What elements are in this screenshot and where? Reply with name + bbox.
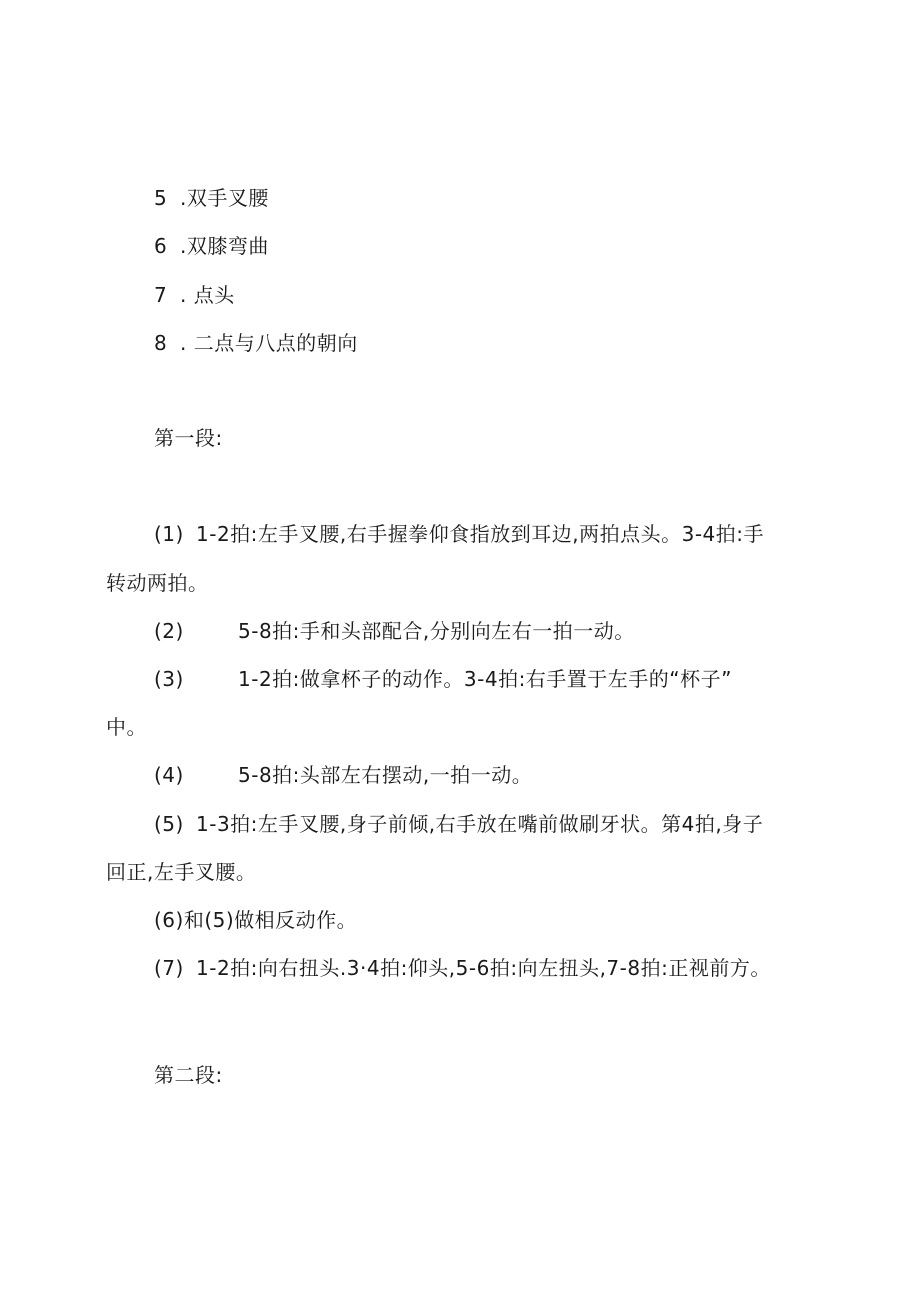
step-number: (2) xyxy=(154,619,184,643)
list-item-number: 7 xyxy=(154,283,168,307)
list-item xyxy=(154,329,358,357)
list-item xyxy=(154,184,269,212)
step-item xyxy=(154,906,357,934)
step-text: (6)和(5)做相反动作。 xyxy=(154,908,358,932)
list-item-number: 8 xyxy=(154,331,168,355)
step-text: 1-3拍:左手叉腰,身子前倾,右手放在嘴前做刷牙状。第4拍,身子 xyxy=(196,812,764,836)
list-item-text: . 点头 xyxy=(180,283,235,307)
step-text: 5-8拍:头部左右摆动,一拍一动。 xyxy=(238,763,533,787)
list-item-text: . 二点与八点的朝向 xyxy=(180,331,358,355)
list-item xyxy=(154,232,269,260)
step-continuation: 转动两拍。 xyxy=(106,571,209,595)
step-item xyxy=(154,810,763,838)
step-continuation: 回正,左手叉腰。 xyxy=(106,860,257,884)
step-continuation: 中。 xyxy=(106,715,147,739)
step-text: 5-8拍:手和头部配合,分别向左右一拍一动。 xyxy=(238,619,635,643)
section-heading-1: 第一段: xyxy=(154,426,223,450)
step-text: 1-2拍:向右扭头.3·4拍:仰头,5-6拍:向左扭头,7-8拍:正视前方。 xyxy=(196,956,771,980)
step-number: (4) xyxy=(154,763,184,787)
step-number: (3) xyxy=(154,667,184,691)
step-item xyxy=(154,520,764,548)
step-text: 1-2拍:左手叉腰,右手握拳仰食指放到耳边,两拍点头。3-4拍:手 xyxy=(196,522,765,546)
step-number: (7) xyxy=(154,956,184,980)
step-item xyxy=(154,665,732,693)
step-text: 1-2拍:做拿杯子的动作。3-4拍:右手置于左手的“杯子” xyxy=(238,667,733,691)
step-number: (1) xyxy=(154,522,184,546)
list-item-number: 5 xyxy=(154,186,168,210)
list-item-number: 6 xyxy=(154,234,168,258)
step-item xyxy=(154,617,635,645)
section-heading-2: 第二段: xyxy=(154,1063,223,1087)
step-item xyxy=(154,761,532,789)
list-item-text: .双手叉腰 xyxy=(180,186,269,210)
step-item xyxy=(154,954,771,982)
step-number: (5) xyxy=(154,812,184,836)
list-item-text: .双膝弯曲 xyxy=(180,234,269,258)
list-item xyxy=(154,281,235,309)
